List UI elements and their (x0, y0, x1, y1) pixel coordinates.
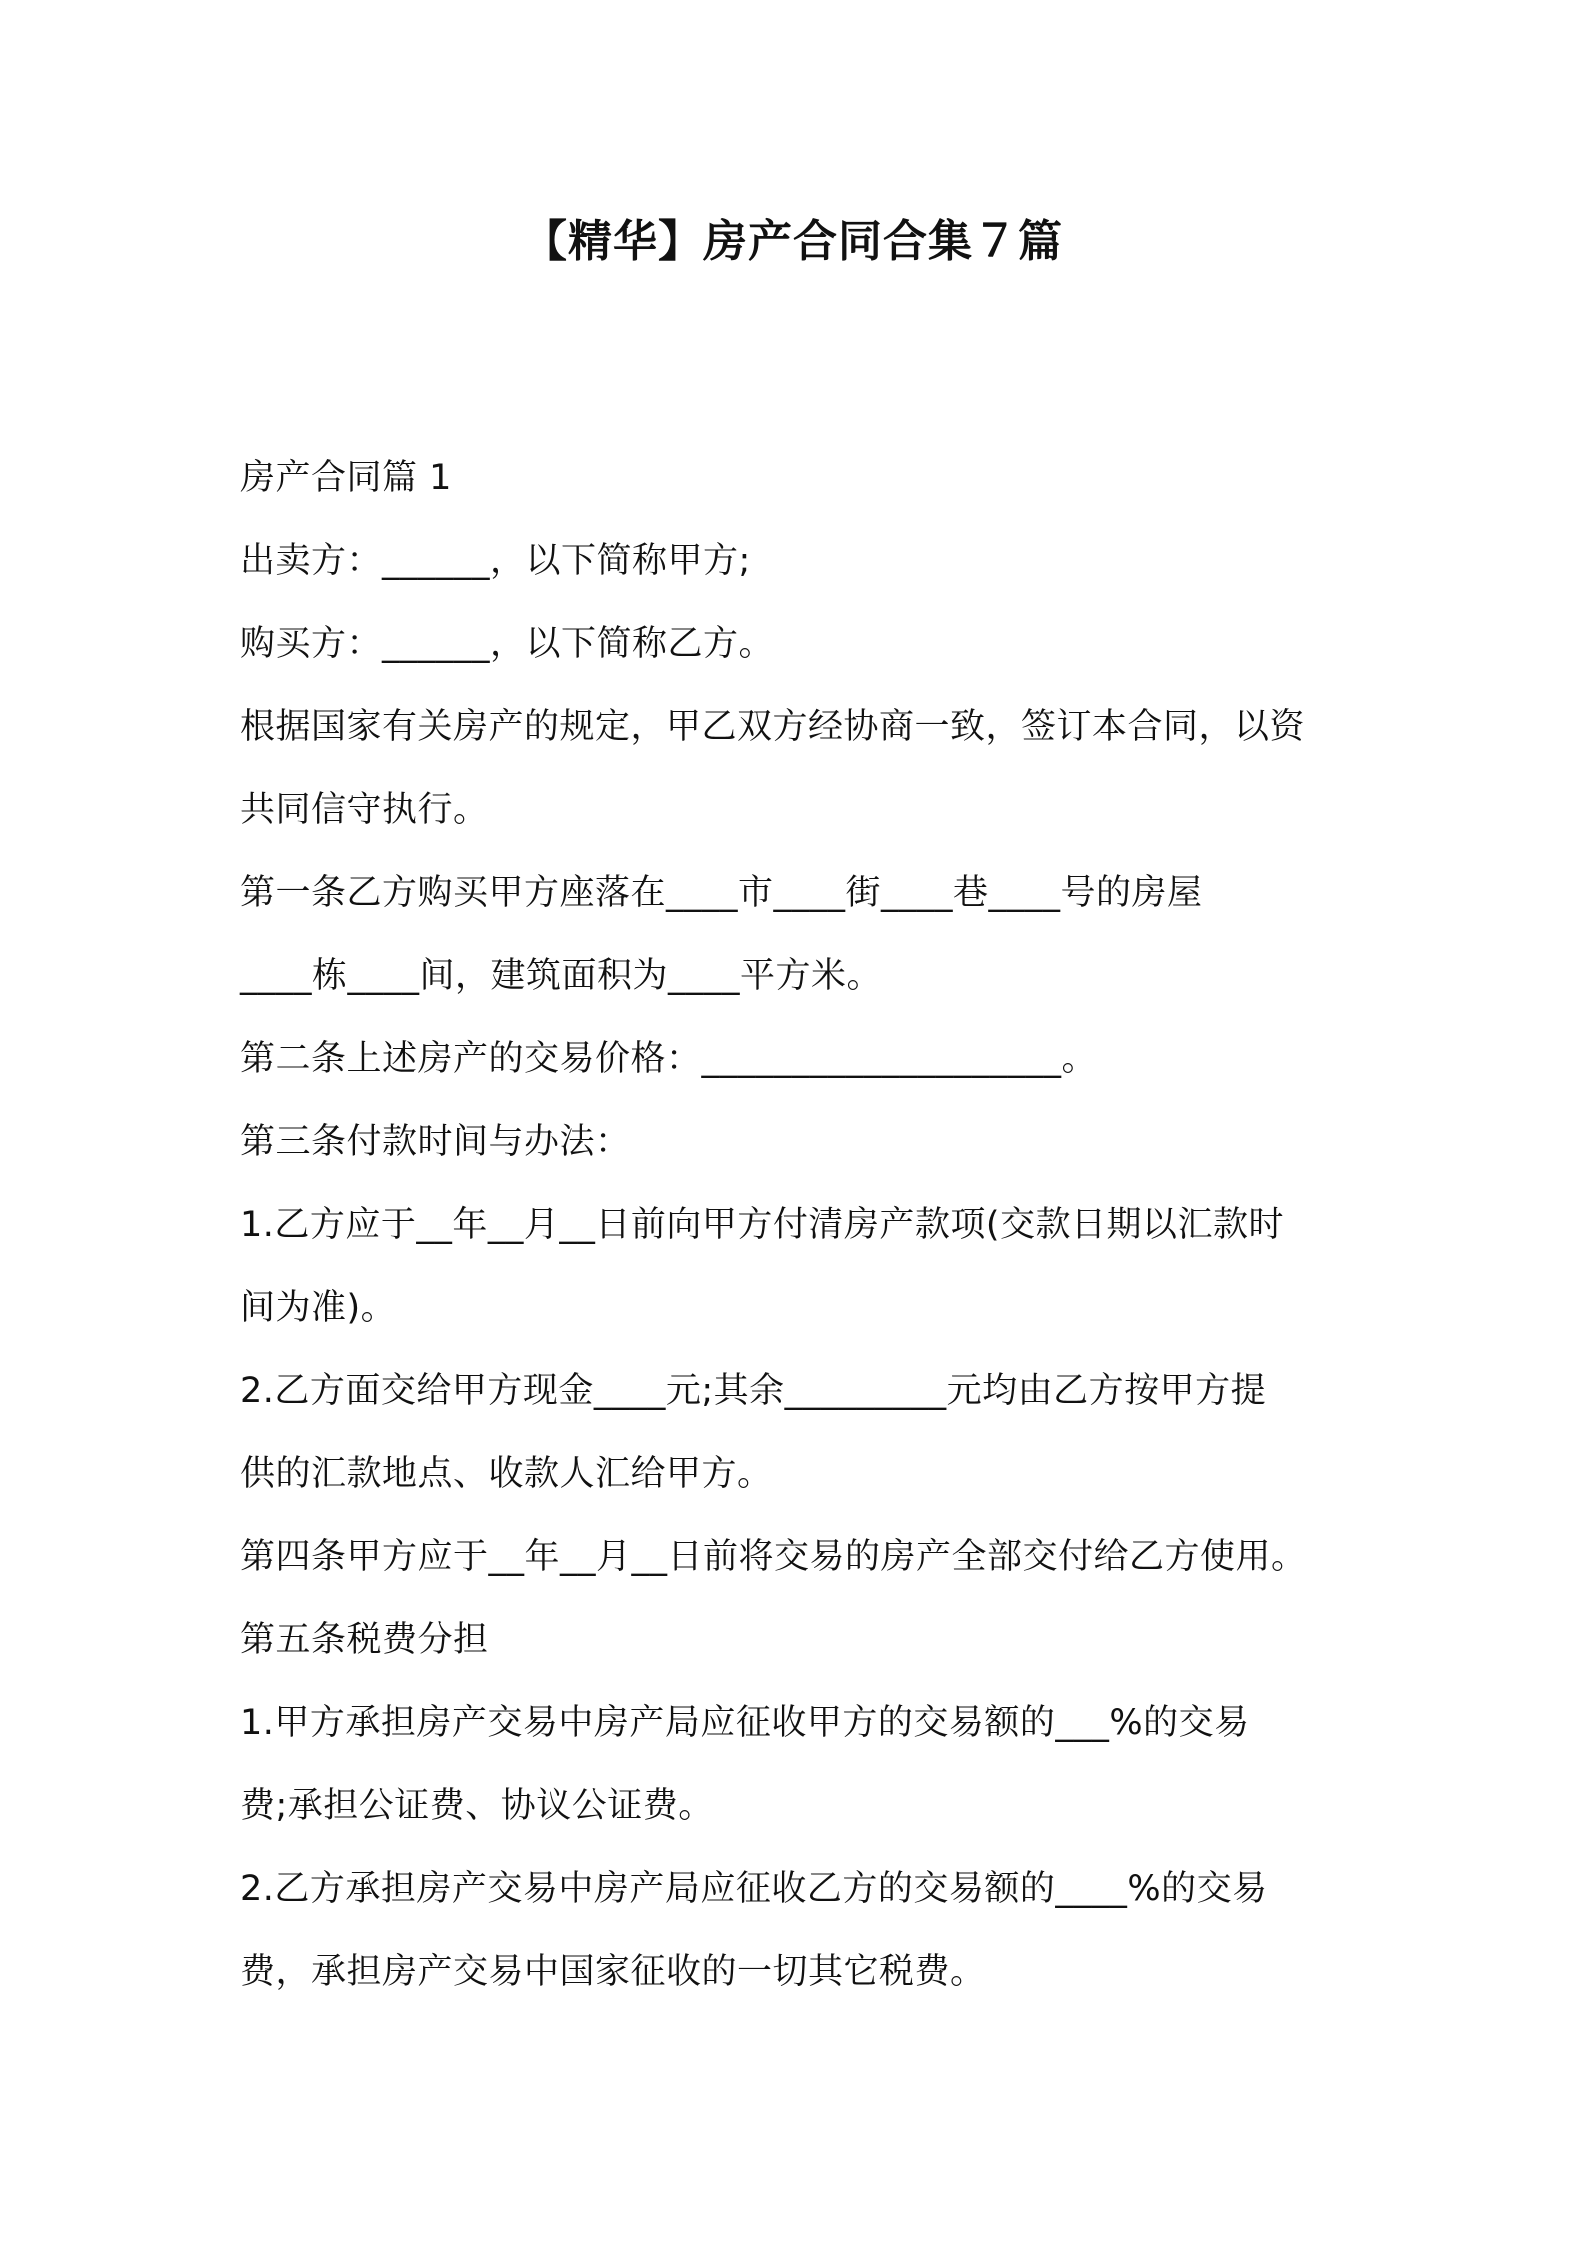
article-3-item-1-line-1: 1.乙方应于__年__月__日前向甲方付清房产款项(交款日期以汇款时 (240, 1205, 1285, 1245)
article-2-line: 第二条上述房产的交易价格：____________________。 (240, 1039, 1098, 1079)
preamble-line-2: 共同信守执行。 (240, 790, 489, 830)
article-4-line: 第四条甲方应于__年__月__日前将交易的房产全部交付给乙方使用。 (240, 1537, 1307, 1577)
article-1-line-2: ____栋____间，建筑面积为____平方米。 (240, 956, 883, 996)
section-heading: 房产合同篇 1 (240, 458, 452, 498)
seller-line: 出卖方：______，以下简称甲方; (240, 541, 751, 581)
article-5-item-1-line-1: 1.甲方承担房产交易中房产局应征收甲方的交易额的___%的交易 (240, 1703, 1250, 1743)
preamble-line-1: 根据国家有关房产的规定，甲乙双方经协商一致，签订本合同，以资 (240, 707, 1306, 747)
article-3-item-2-line-1: 2.乙方面交给甲方现金____元;其余_________元均由乙方按甲方提 (240, 1371, 1267, 1411)
document-title: 【精华】房产合同合集７篇 (523, 216, 1063, 267)
article-3-item-1-line-2: 间为准)。 (240, 1288, 397, 1328)
article-5-item-2-line-2: 费，承担房产交易中国家征收的一切其它税费。 (240, 1952, 986, 1992)
document-body (240, 449, 1380, 2026)
article-3-heading: 第三条付款时间与办法： (240, 1122, 631, 1162)
article-5-heading: 第五条税费分担 (240, 1620, 489, 1660)
article-5-item-2-line-1: 2.乙方承担房产交易中房产局应征收乙方的交易额的____%的交易 (240, 1869, 1268, 1909)
buyer-line: 购买方：______，以下简称乙方。 (240, 624, 775, 664)
article-5-item-1-line-2: 费;承担公证费、协议公证费。 (240, 1786, 714, 1826)
article-1-line-1: 第一条乙方购买甲方座落在____市____街____巷____号的房屋 (240, 873, 1203, 913)
article-3-item-2-line-2: 供的汇款地点、收款人汇给甲方。 (240, 1454, 773, 1494)
